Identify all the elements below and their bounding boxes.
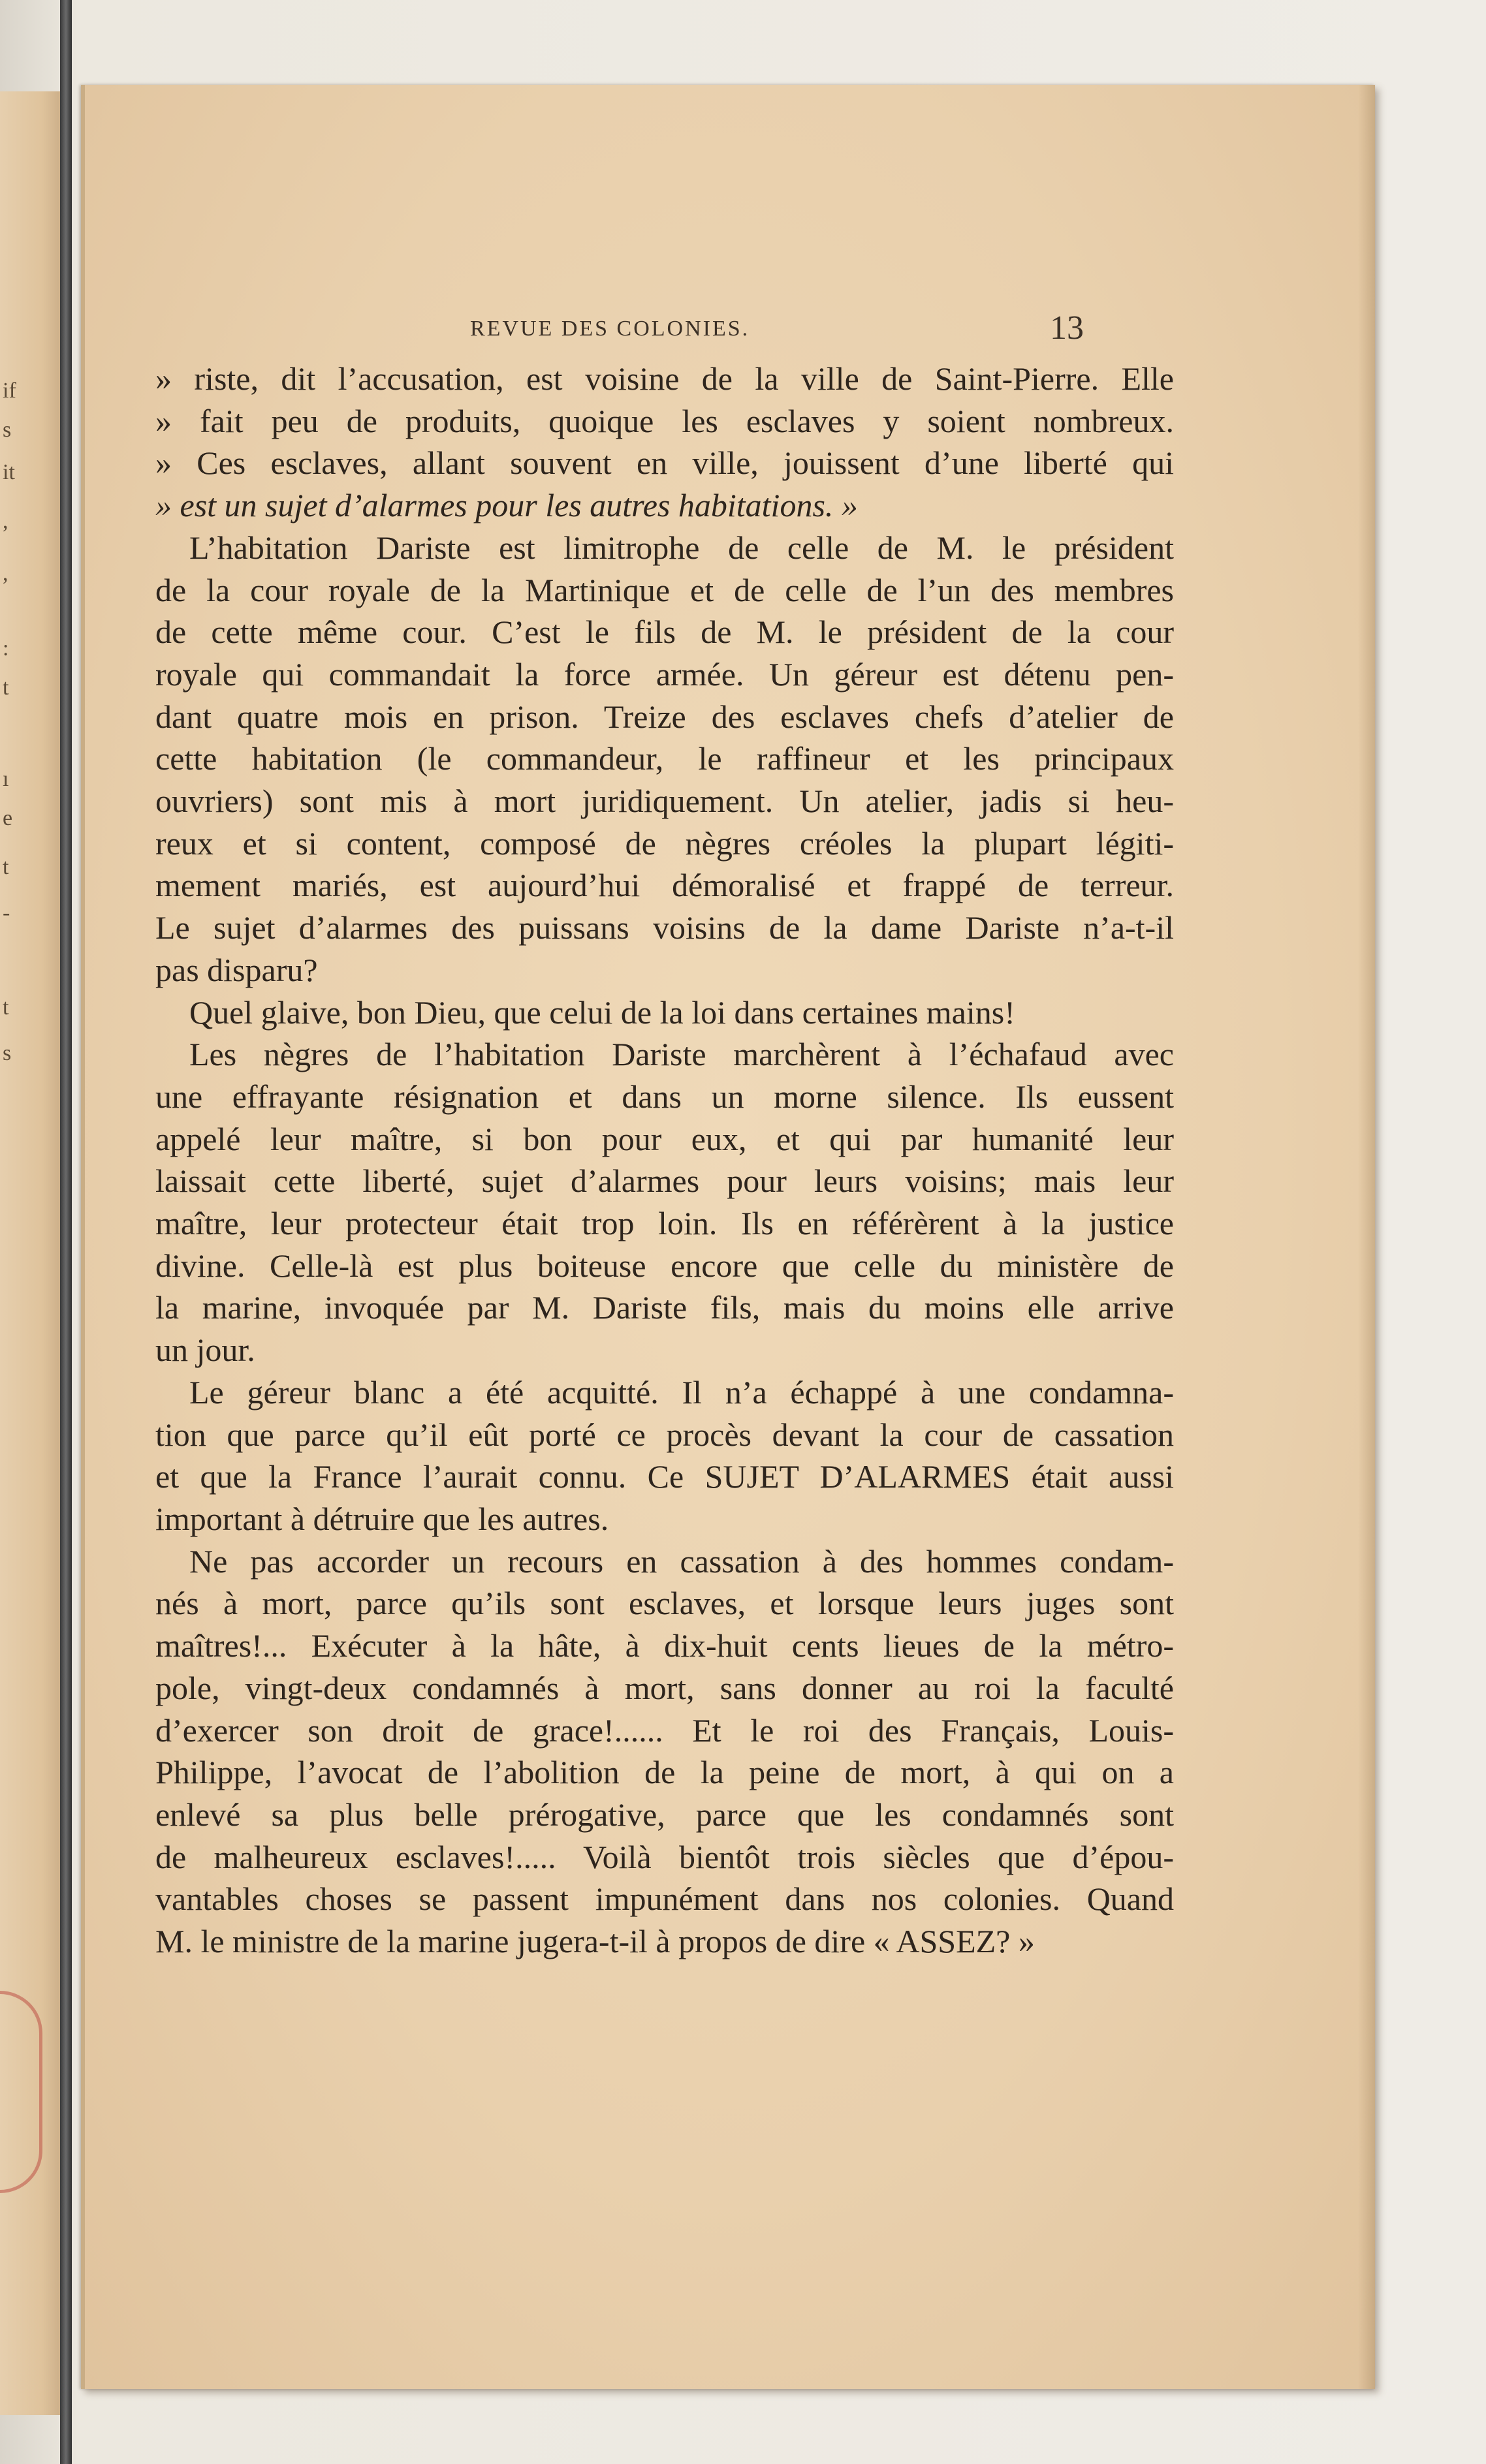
running-head — [85, 309, 1375, 362]
prev-page-fragment: s — [3, 418, 12, 442]
text-line: Les nègres de l’habitation Dariste marchèrent à l’échafaud avec — [189, 1036, 1174, 1073]
text-line: la marine, invoquée par M. Dariste fils, mais du moins elle arrive — [155, 1289, 1174, 1326]
prev-page-fragment: it — [3, 460, 15, 484]
prev-page-fragment: , — [3, 561, 8, 585]
paragraph-habitation — [155, 527, 1174, 991]
prev-page-fragment: s — [3, 1041, 12, 1065]
text-line: appelé leur maître, si bon pour eux, et qui par humanité leur — [155, 1120, 1174, 1157]
text-line: laissait cette liberté, sujet d’alarmes pour leurs voisins; mais leur — [155, 1162, 1174, 1200]
paragraph-quote — [155, 358, 1174, 527]
prev-page-fragment: t — [3, 676, 9, 700]
body-text — [155, 358, 1174, 1963]
prev-page-fragment: t — [3, 855, 9, 879]
running-title: REVUE DES COLONIES. — [470, 317, 750, 341]
paragraph-recours — [155, 1540, 1174, 1963]
text-line: tion que parce qu’il eût porté ce procès devant la cour de cassation — [155, 1416, 1174, 1453]
prev-page-fragment: , — [3, 509, 8, 533]
text-line: ouvriers) sont mis à mort juridiquement. Un atelier, jadis si heu- — [155, 783, 1174, 820]
text-line: d’exercer son droit de grace!...... Et le roi des Français, Louis- — [155, 1711, 1174, 1749]
page-edge-shadow — [1358, 85, 1375, 2389]
text-line: mement mariés, est aujourd’hui démoralisé et frappé de terreur. — [155, 867, 1174, 904]
text-line: M. le ministre de la marine jugera-t-il à propos de dire « ASSEZ? » — [155, 1923, 1035, 1960]
text-line: une effrayante résignation et dans un morne silence. Ils eussent — [155, 1078, 1174, 1115]
book-spine — [60, 0, 72, 2464]
prev-page-fragment: - — [3, 901, 10, 925]
text-line: de la cour royale de la Martinique et de celle de l’un des membres — [155, 571, 1174, 608]
text-line: de malheureux esclaves!..... Voilà bientôt trois siècles que d’épou- — [155, 1838, 1174, 1875]
paragraph-negres — [155, 1033, 1174, 1371]
library-stamp — [0, 1991, 42, 2193]
text-line: divine. Celle-là est plus boiteuse encore que celle du ministère de — [155, 1247, 1174, 1284]
text-line: royale qui commandait la force armée. Un géreur est détenu pen- — [155, 655, 1174, 693]
text-line: dant quatre mois en prison. Treize des esclaves chefs d’atelier de — [155, 698, 1174, 735]
text-line: pas disparu? — [155, 951, 318, 988]
text-line: Le géreur blanc a été acquitté. Il n’a échappé à une condamna- — [189, 1373, 1174, 1411]
text-line: reux et si content, composé de nègres créoles la plupart légiti- — [155, 824, 1174, 862]
text-line: vantables choses se passent impunément dans nos colonies. Quand — [155, 1880, 1174, 1918]
text-line: nés à mort, parce qu’ils sont esclaves, et lorsque leurs juges sont — [155, 1585, 1174, 1622]
prev-page-fragment: : — [3, 636, 9, 661]
text-line: maître, leur protecteur était trop loin. Ils en référèrent à la justice — [155, 1205, 1174, 1242]
prev-page-fragment: e — [3, 806, 13, 830]
prev-page-fragment: t — [3, 995, 9, 1020]
prev-page-fragment: ı — [3, 767, 9, 791]
page-number: 13 — [1050, 309, 1084, 347]
text-line: pole, vingt-deux condamnés à mort, sans donner au roi la faculté — [155, 1669, 1174, 1706]
book-page — [81, 85, 1375, 2389]
text-line: » riste, dit l’accusation, est voisine de la ville de Saint-Pierre. Elle — [155, 360, 1174, 397]
text-line: Ne pas accorder un recours en cassation à des hommes condam- — [189, 1542, 1174, 1580]
text-line: » est un sujet d’alarmes pour les autres habitations. » — [155, 487, 858, 524]
text-line: » Ces esclaves, allant souvent en ville, jouissent d’une liberté qui — [155, 444, 1174, 482]
text-line: Le sujet d’alarmes des puissans voisins de la dame Dariste n’a-t-il — [155, 909, 1174, 946]
text-line: Quel glaive, bon Dieu, que celui de la loi dans certaines mains! — [189, 993, 1015, 1031]
prev-page-fragment: if — [3, 379, 16, 403]
text-line: Philippe, l’avocat de l’abolition de la peine de mort, à qui on a — [155, 1754, 1174, 1791]
text-line: un jour. — [155, 1332, 255, 1369]
text-line: et que la France l’aurait connu. Ce SUJET D’ALARMES était aussi — [155, 1458, 1174, 1495]
paragraph-gereur — [155, 1371, 1174, 1540]
text-line: L’habitation Dariste est limitrophe de celle de M. le président — [189, 529, 1174, 566]
text-line: de cette même cour. C’est le fils de M. le président de la cour — [155, 614, 1174, 651]
text-line: important à détruire que les autres. — [155, 1500, 609, 1537]
text-line: cette habitation (le commandeur, le raffineur et les principaux — [155, 740, 1174, 777]
text-line: maîtres!... Exécuter à la hâte, à dix-huit cents lieues de la métro- — [155, 1627, 1174, 1664]
paragraph-glaive — [155, 991, 1174, 1034]
text-line: enlevé sa plus belle prérogative, parce que les condamnés sont — [155, 1796, 1174, 1833]
text-line: » fait peu de produits, quoique les esclaves y soient nombreux. — [155, 402, 1174, 439]
previous-page-edge — [0, 91, 60, 2415]
